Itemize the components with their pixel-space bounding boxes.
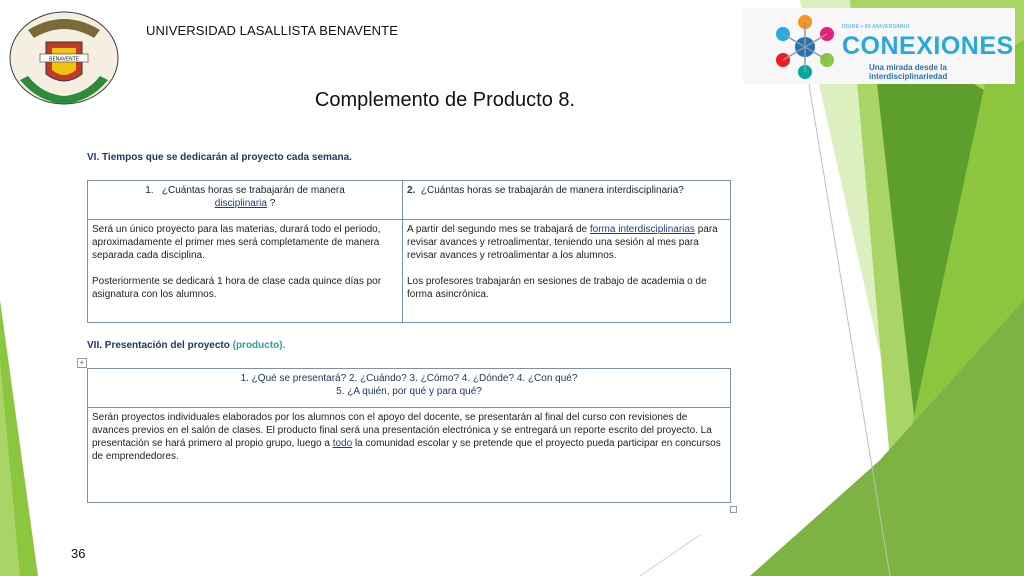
table-cell [88,181,403,220]
answer-text: la comunidad escolar y se pretende que el proyecto pueda participar en concursos de emprendedores. [92,438,721,462]
table-row [88,181,731,220]
table-cell [88,220,403,323]
table-cell [403,181,731,220]
presentation-table [87,368,731,503]
table-move-handle-icon[interactable]: + [77,358,87,368]
seal-banner-text: BENAVENTE [49,56,79,63]
university-name: UNIVERSIDAD LASALLISTA BENAVENTE [146,23,398,38]
table-cell [403,220,731,323]
answer-text: Serán proyectos individuales elaborados por los alumnos con el apoyo del docente, se presentarán al final del curso con revisiones de avances previos en el salón de clases. El producto final será una presentación electrónica y se entregará un reporte escrito del proyecto. La presentación se hará primero al propio grupo, luego a [92,412,712,449]
questions-line: 5. ¿A quién, por qué y para qué? [336,386,482,397]
logo-wordmark: CONEXIONES [842,32,1014,60]
slide-title: Complemento de Producto 8. [314,89,576,111]
thin-diagonal-line-bottom [640,535,700,576]
logo-tagline: Una mirada desde la interdisciplinariedad [869,63,948,81]
answer-paragraph: Posteriormente se dedicará 1 hora de clase cada quince días por asignatura con los alumnos. [92,276,382,300]
heading-text: VII. Presentación del proyecto [87,340,233,351]
question-text: ? [266,198,276,209]
network-hexagon-icon [769,14,841,80]
answer-paragraph: Los profesores trabajarán en sesiones de trabajo de academia o de forma asincrónica. [407,276,707,300]
question-number: 1. [145,185,154,196]
question-text: ¿Cuántas horas se trabajarán de manera interdisciplinaria? [420,185,684,196]
answer-link[interactable]: forma interdisciplinarias [589,224,695,235]
table-row [88,220,731,323]
answer-paragraph [407,223,726,262]
logo-small-text: DGIRE • 50 ANIVERSARIO [842,24,910,30]
answer-link[interactable]: todo [332,438,353,449]
conexiones-logo [743,8,1015,84]
table-resize-handle[interactable] [730,506,737,513]
question-text: ¿Cuántas horas se trabajarán de manera [161,185,345,196]
question-link[interactable]: disciplinaria [214,198,267,209]
table-cell [88,369,731,408]
page-number: 36 [71,546,86,561]
question-number: 2. [407,185,416,196]
questions-line: 1. ¿Qué se presentará? 2. ¿Cuándo? 3. ¿Cómo? 4. ¿Dónde? 4. ¿Con qué? [240,373,578,384]
table-row [88,408,731,503]
time-table [87,180,731,323]
section-6-heading: VI. Tiempos que se dedicarán al proyecto cada semana. [87,152,352,163]
answer-text: A partir del segundo mes se trabajará de [407,224,590,235]
table-cell [88,408,731,503]
table-row [88,369,731,408]
answer-text: para revisar avances y retroalimentar, teniendo una sesión al mes para revisar avances y retroalimentar a los alumnos. [407,224,718,261]
answer-paragraph: Será un único proyecto para las materias, durará todo el periodo, aproximadamente el primer mes será completamente de manera separada cada disciplina. [92,224,381,261]
heading-accent: (producto). [232,340,286,351]
section-7-heading [87,340,285,351]
